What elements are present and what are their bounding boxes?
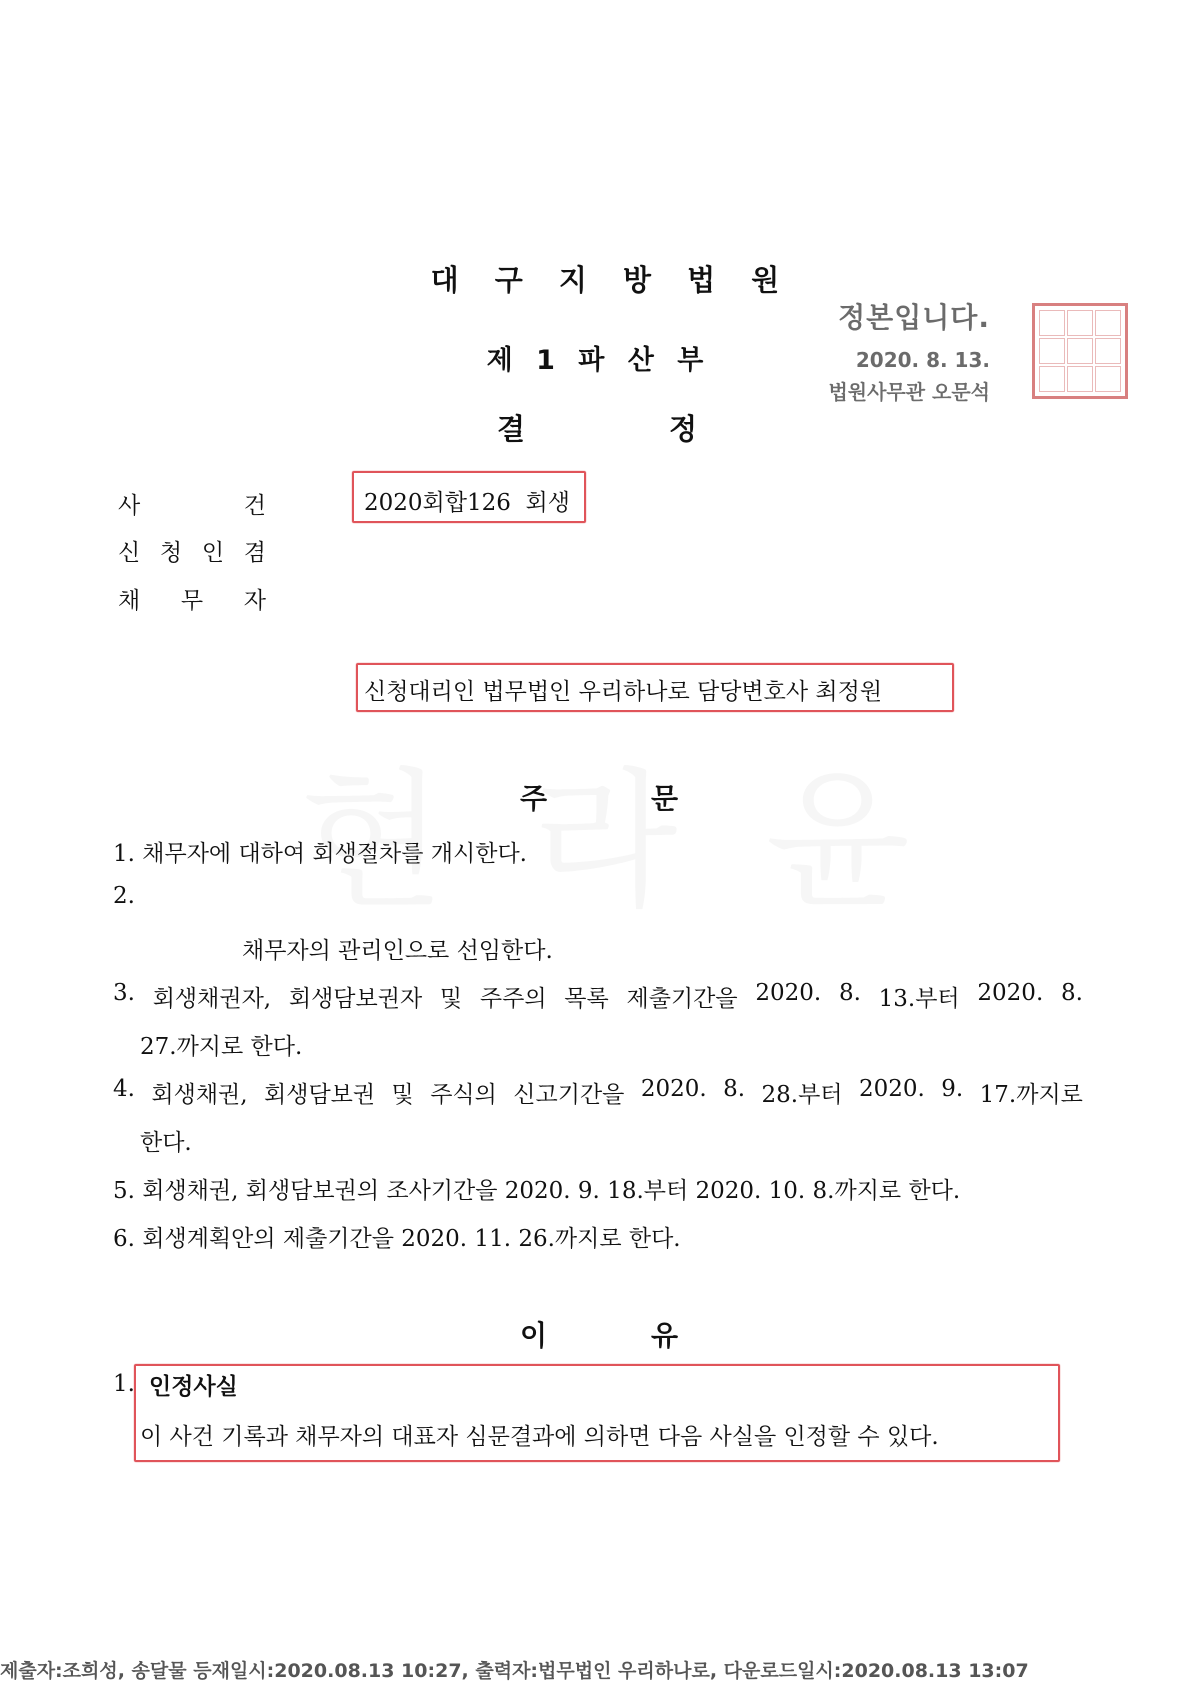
department-char: 부: [677, 345, 704, 376]
department-name: [0, 338, 1190, 377]
order-word: 28.부터: [761, 1082, 843, 1108]
case-label: [118, 487, 266, 520]
order-word: 8.: [723, 1076, 746, 1102]
order-word: 및: [391, 1082, 414, 1108]
order-word: 2020.: [858, 1076, 925, 1102]
order-item-4: [113, 1076, 1083, 1109]
applicant-label: [118, 534, 266, 567]
order-word: 17.까지로: [979, 1082, 1083, 1108]
certified-copy-text: 정본입니다.: [838, 301, 990, 334]
order-word: 3.: [113, 980, 135, 1006]
reason-body: 이 사건 기록과 채무자의 대표자 심문결과에 의하면 다음 사실을 인정할 수 있다.: [140, 1424, 939, 1450]
court-name-char: 방: [623, 263, 652, 297]
order-word: 신고기간을: [513, 1082, 625, 1108]
department-char: 파: [578, 345, 605, 376]
label-char: 청: [159, 540, 183, 566]
court-name-char: 구: [494, 263, 523, 297]
order-item-2: 2.: [113, 883, 135, 909]
department-char: 제: [486, 345, 513, 376]
label-char: 사: [118, 493, 141, 519]
court-name-char: 대: [430, 263, 459, 297]
department-char: 1: [536, 345, 555, 376]
order-item-2-continued: 채무자의 관리인으로 선임한다.: [242, 938, 553, 964]
reason-heading: 인정사실: [149, 1374, 238, 1400]
label-char: 건: [243, 493, 266, 519]
order-word: 8.: [1061, 980, 1083, 1006]
title-char: 이: [520, 1319, 548, 1352]
order-word: 목록: [564, 986, 609, 1012]
court-name: [0, 258, 1190, 299]
court-name-char: 원: [751, 263, 780, 297]
certification-block: [800, 296, 990, 405]
court-seal-stamp: [1032, 303, 1128, 399]
order-word: 회생채권,: [151, 1082, 248, 1108]
label-char: 겸: [243, 540, 266, 566]
title-char: 유: [650, 1319, 678, 1352]
label-char: 무: [180, 588, 204, 614]
order-word: 13.부터: [878, 986, 960, 1012]
order-word: 및: [439, 986, 463, 1012]
order-word: 4.: [113, 1076, 135, 1102]
legal-agent: 신청대리인 법무법인 우리하나로 담당변호사 최정원: [364, 679, 883, 705]
case-number: 2020회합126 회생: [364, 490, 570, 516]
court-name-char: 지: [558, 263, 587, 297]
decision-title: [497, 407, 697, 448]
title-char: 문: [650, 782, 678, 815]
order-item-5: 5. 회생채권, 회생담보권의 조사기간을 2020. 9. 18.부터 2020. 10. 8.까지로 한다.: [113, 1178, 961, 1204]
order-item-6: 6. 회생계획안의 제출기간을 2020. 11. 26.까지로 한다.: [113, 1226, 681, 1252]
debtor-label: [118, 582, 266, 615]
reason-number: 1.: [113, 1371, 135, 1397]
order-word: 주주의: [479, 986, 547, 1012]
order-item-4-continued: 한다.: [140, 1130, 192, 1156]
order-word: 회생담보권: [264, 1082, 376, 1108]
order-item-1: 1. 채무자에 대하여 회생절차를 개시한다.: [113, 841, 527, 867]
title-char: 주: [520, 782, 548, 815]
order-title: [520, 777, 678, 817]
department-char: 산: [627, 345, 654, 376]
decision-char: 결: [497, 412, 526, 446]
order-word: 회생담보권자: [288, 986, 423, 1012]
order-word: 2020.: [977, 980, 1044, 1006]
label-char: 자: [243, 588, 266, 614]
court-clerk: 법원사무관 오문석: [828, 380, 990, 404]
label-char: 신: [118, 540, 141, 566]
label-char: 인: [201, 540, 225, 566]
order-item-3-continued: 27.까지로 한다.: [140, 1034, 303, 1060]
order-word: 8.: [838, 980, 861, 1006]
court-name-char: 법: [687, 263, 716, 297]
order-word: 2020.: [755, 980, 822, 1006]
order-word: 주식의: [430, 1082, 497, 1108]
certification-date: 2020. 8. 13.: [855, 348, 990, 372]
watermark: [300, 720, 930, 936]
decision-char: 정: [668, 412, 697, 446]
label-char: 채: [118, 588, 141, 614]
reason-title: [520, 1314, 678, 1354]
order-word: 회생채권자,: [152, 986, 272, 1012]
order-word: 2020.: [640, 1076, 707, 1102]
order-item-3: [113, 980, 1083, 1013]
order-word: 제출기간을: [626, 986, 738, 1012]
download-footer: 제출자:조희성, 송달물 등재일시:2020.08.13 10:27, 출력자:법무법인 우리하나로, 다운로드일시:2020.08.13 13:07: [0, 1660, 1029, 1682]
order-word: 9.: [941, 1076, 964, 1102]
